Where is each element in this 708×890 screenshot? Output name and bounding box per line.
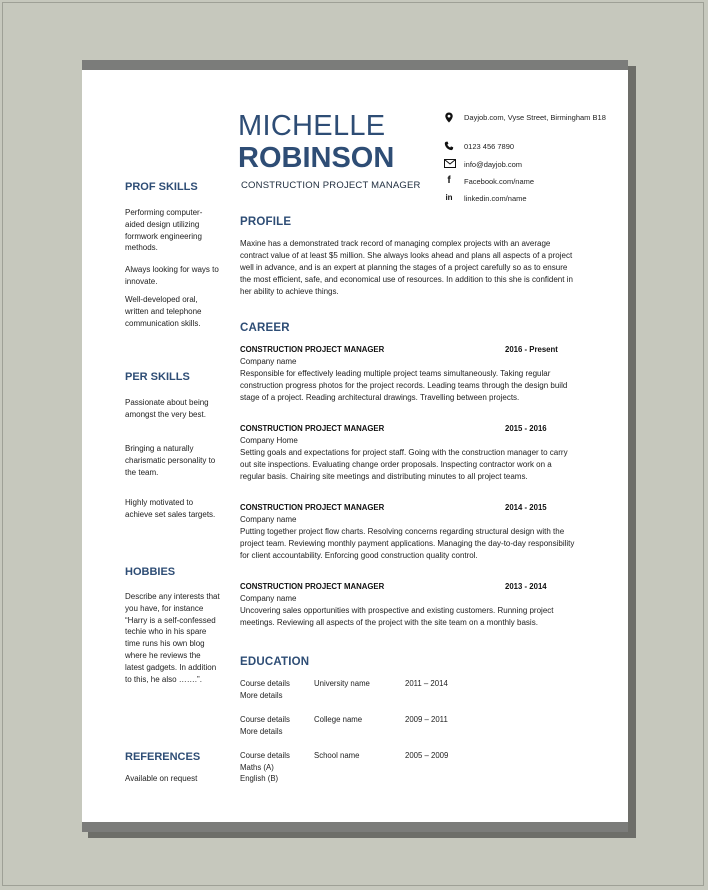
per-skills-heading: PER SKILLS <box>125 371 190 383</box>
edu-course: Course details <box>240 751 290 760</box>
location-pin-icon <box>444 112 454 122</box>
prof-skill-item: Well-developed oral, written and telephone communication skills. <box>125 295 202 328</box>
job-company: Company Home <box>240 436 298 445</box>
contact-email-text[interactable]: info@dayjob.com <box>464 160 523 169</box>
prof-skill-item: Performing computer-aided design utilizing formwork engineering methods. <box>125 208 203 253</box>
edu-years: 2005 – 2009 <box>405 751 449 760</box>
per-skill-item: Passionate about being amongst the very best. <box>125 398 209 419</box>
contact-facebook[interactable] <box>447 175 614 187</box>
edu-school: School name <box>314 751 360 760</box>
contact-linkedin-text[interactable]: linkedin.com/name <box>464 194 527 203</box>
job-role: CONSTRUCTION PROJECT MANAGER <box>240 503 385 512</box>
edu-extra: More details <box>240 727 283 736</box>
profile-heading: PROFILE <box>240 216 292 228</box>
job-description: Putting together project flow charts. Resolving concerns regarding structural design with the project team. Reviewing monthly payment applications. Managing the day-to-day responsibility for client accountability. Enforcing good construction quality control. <box>240 527 575 560</box>
edu-years: 2009 – 2011 <box>405 715 448 724</box>
contact-address <box>464 112 614 123</box>
facebook-icon: f <box>447 175 451 186</box>
job-dates: 2014 - 2015 <box>505 503 547 512</box>
per-skill-item: Highly motivated to achieve set sales targets. <box>125 498 216 519</box>
edu-extra: More details <box>240 691 283 700</box>
hobbies-heading: HOBBIES <box>125 566 176 578</box>
job-description: Setting goals and expectations for project staff. Going with the construction manager to carry out site inspections. Evaluating change order proposals. Inspecting contractor work on a regular basis. Chairing site meetings and distributing minutes to all project teams. <box>240 448 568 481</box>
job-dates: 2016 - Present <box>505 345 558 354</box>
job-description: Responsible for effectively leading multiple project teams simultaneously. Taking regular construction progress photos for the project records. Leading teams through the design build stage of a project. Reading architectural drawings. Travelling between projects. <box>240 369 568 402</box>
top-bar <box>82 60 628 70</box>
envelope-icon <box>444 159 454 169</box>
first-name: MICHELLE <box>238 110 386 142</box>
prof-skill-item: Always looking for ways to innovate. <box>125 265 219 286</box>
phone-icon <box>444 141 454 151</box>
edu-extra: Maths (A) <box>240 763 274 772</box>
references-heading: REFERENCES <box>125 751 201 763</box>
edu-course: Course details <box>240 679 290 688</box>
job-role: CONSTRUCTION PROJECT MANAGER <box>240 582 385 591</box>
education-heading: EDUCATION <box>240 656 310 668</box>
job-company: Company name <box>240 357 297 366</box>
edu-school: University name <box>314 679 370 688</box>
job-dates: 2013 - 2014 <box>505 582 547 591</box>
last-name: ROBINSON <box>238 142 395 174</box>
job-company: Company name <box>240 515 297 524</box>
job-title: CONSTRUCTION PROJECT MANAGER <box>241 180 421 191</box>
linkedin-icon: in <box>445 193 453 202</box>
references-text: Available on request <box>125 774 198 783</box>
profile-text: Maxine has a demonstrated track record of managing complex projects with an average contract value of at least $5 million. She always looks ahead and plans all aspects of a project well in advance, and is an expert at planning the stages of a project carefully so as to ensure the most efficient, safe, and economical use of resources. In addition to this she is confident in her ability to achieve things. <box>240 239 573 296</box>
job-role: CONSTRUCTION PROJECT MANAGER <box>240 345 385 354</box>
edu-school: College name <box>314 715 363 724</box>
job-description: Uncovering sales opportunities with prospective and existing customers. Running project meetings. Reviewing all aspects of the project with the site team on a monthly basis. <box>240 606 554 627</box>
contact-phone <box>464 141 614 152</box>
contact-linkedin[interactable] <box>445 193 614 204</box>
prof-skills-heading: PROF SKILLS <box>125 181 198 193</box>
job-dates: 2015 - 2016 <box>505 424 547 433</box>
hobbies-text: Describe any interests that you have, for instance “Harry is a self-confessed techie who in his spare time runs his own blog where he reviews the latest gadgets. In addition to this, he also …….”. <box>125 592 220 684</box>
job-role: CONSTRUCTION PROJECT MANAGER <box>240 424 385 433</box>
contact-facebook-text[interactable]: Facebook.com/name <box>464 177 535 186</box>
career-heading: CAREER <box>240 322 290 334</box>
resume-page <box>82 60 628 832</box>
job-company: Company name <box>240 594 297 603</box>
contact-phone-text: 0123 456 7890 <box>464 142 515 151</box>
bottom-bar <box>82 822 628 832</box>
edu-years: 2011 – 2014 <box>405 679 448 688</box>
edu-extra: English (B) <box>240 774 279 783</box>
per-skill-item: Bringing a naturally charismatic personality to the team. <box>125 444 216 477</box>
contact-address-text: Dayjob.com, Vyse Street, Birmingham B18 <box>464 113 606 122</box>
edu-course: Course details <box>240 715 290 724</box>
contact-email[interactable] <box>464 159 614 170</box>
